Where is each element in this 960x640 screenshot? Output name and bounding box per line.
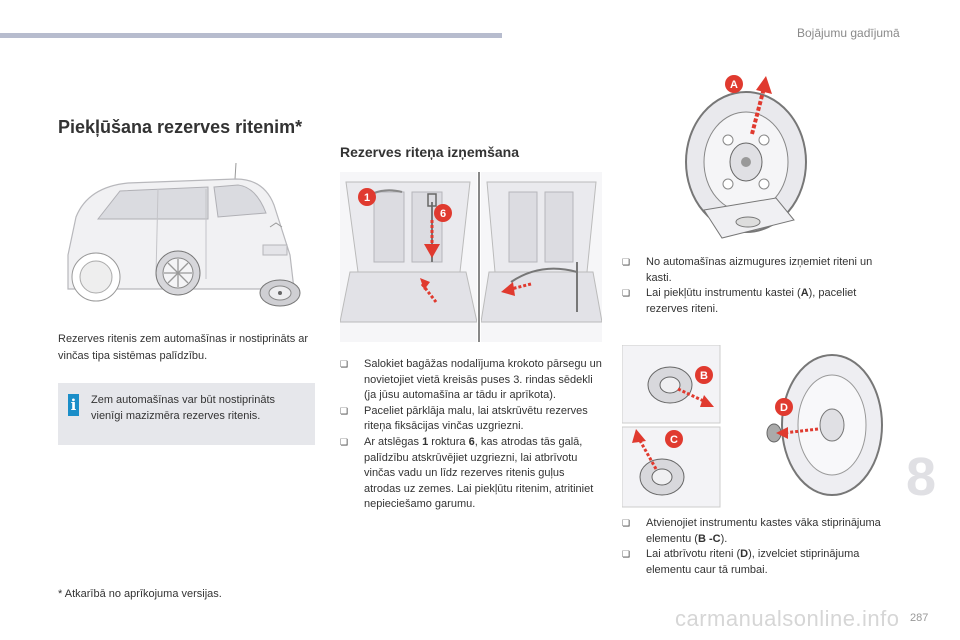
column-divider: [478, 172, 480, 342]
page-title: Piekļūšana rezerves ritenim*: [58, 117, 303, 137]
info-box: [58, 383, 315, 445]
chapter-number: 8: [906, 447, 937, 507]
fastener-illustration: [622, 345, 887, 510]
trunk-illustration-left: [340, 172, 477, 342]
bullet-item: ❏ Ar atslēgas 1 roktura 6, kas atrodas tās galā, palīdzību atskrūvējiet uzgriezni, lai atbrīvotu vinčas vadu un līdz rezerves ritenis guļus atrodas uz zemes. Lai piekļūtu ritenim, atritiniet nepieciešamo garumu.: [340, 435, 594, 511]
info-icon: i: [68, 394, 79, 416]
middle-bullets: [340, 357, 604, 513]
section-heading: Rezerves riteņa izņemšana: [340, 144, 519, 160]
section-title: Bojājumu gadījumā: [797, 26, 900, 40]
car-illustration: [58, 155, 320, 325]
callout-d: D: [780, 402, 788, 414]
right-bullets-bottom: [622, 516, 886, 578]
bullet-item: ❏ Paceliet pārklāja malu, lai atskrūvētu rezerves riteņa fiksācijas vinčas uzgriezni.: [340, 404, 588, 433]
watermark: carmanualsonline.info: [675, 606, 900, 631]
bullet-item: ❏ Atvienojiet instrumentu kastes vāka stiprinājuma elementu (B -C).: [622, 517, 881, 545]
callout-b: B: [700, 370, 708, 382]
callout-a: A: [730, 79, 738, 91]
intro-text: Rezerves ritenis zem automašīnas ir nostiprināts ar vinčas tipa sistēmas palīdzību.: [58, 333, 309, 362]
callout-1: 1: [363, 192, 371, 204]
bullet-item: ❏ Lai piekļūtu instrumentu kastei (A), paceliet rezerves riteni.: [622, 287, 857, 315]
right-bullets-top: [622, 255, 886, 317]
page-number: 287: [910, 612, 929, 624]
bullet-item: ❏ Salokiet bagāžas nodalījuma krokoto pārsegu un novietojiet vietā kreisās puses 3. rindas sēdekli (ja jūsu automašīna ar tādu ir aprīkota).: [340, 358, 602, 402]
bullet-item: ❏ No automašīnas aizmugures izņemiet riteni un kasti.: [622, 256, 873, 284]
footnote: * Atkarībā no aprīkojuma versijas.: [58, 588, 222, 600]
spare-wheel-illustration: [676, 70, 831, 250]
callout-c: C: [670, 434, 678, 446]
info-text: Zem automašīnas var būt nostiprināts vienīgi mazizmēra rezerves ritenis.: [91, 394, 276, 422]
callout-6: 6: [439, 208, 447, 220]
top-bar: [0, 33, 502, 38]
bullet-item: ❏ Lai atbrīvotu riteni (D), izvelciet stiprinājuma elementu caur tā rumbai.: [622, 548, 860, 576]
trunk-illustration-right: [481, 172, 602, 342]
